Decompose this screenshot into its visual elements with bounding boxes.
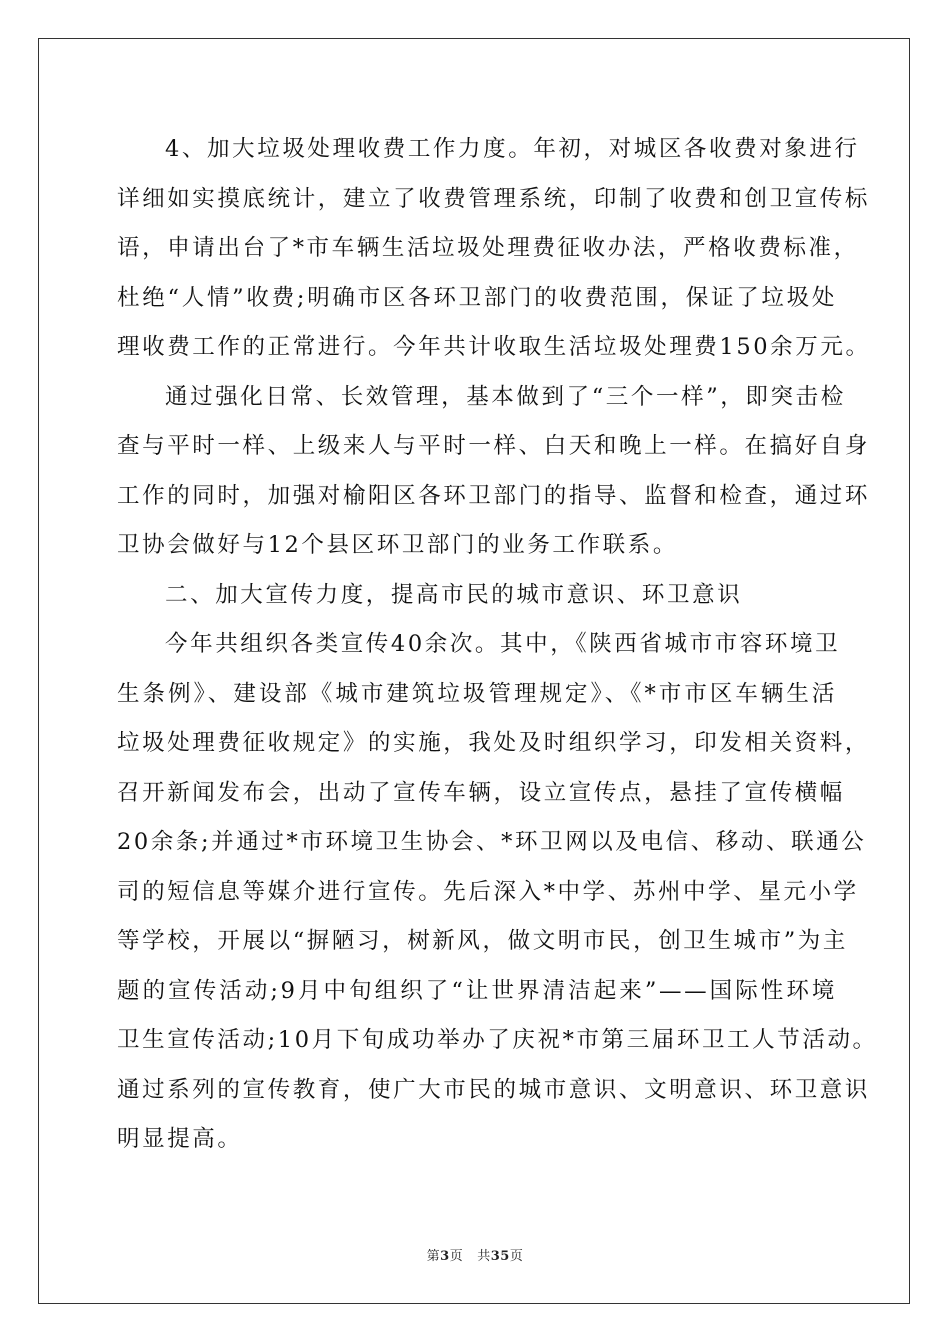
text-line: 生条例》、建设部《城市建筑垃圾管理规定》、《*市市区车辆生活 (117, 680, 837, 707)
text-line: 等学校，开展以“摒陋习，树新风，做文明市民，创卫生城市”为主 (117, 928, 849, 954)
paragraph-daily-management (117, 377, 871, 575)
text-line: 通过强化日常、长效管理，基本做到了“三个一样”，即突击检 (165, 383, 846, 410)
text-line: 20余条;并通过*市环境卫生协会、*环卫网以及电信、移动、联通公 (117, 829, 867, 855)
text-line: 4、加大垃圾处理收费工作力度。年初，对城区各收费对象进行 (165, 136, 860, 162)
text-line: 司的短信息等媒介进行宣传。先后深入*中学、苏州中学、星元小学 (117, 878, 859, 905)
document-body (117, 129, 878, 1169)
page-footer (0, 1245, 950, 1264)
total-page-number: 35 (490, 1249, 510, 1264)
text-line: 理收费工作的正常进行。今年共计收取生活垃圾处理费150余万元。 (117, 334, 871, 360)
paragraph-fee-collection (117, 129, 871, 377)
total-prefix: 共 (477, 1249, 491, 1264)
paragraph-publicity (117, 624, 878, 1169)
page-prefix: 第 (426, 1249, 441, 1264)
section-heading (117, 575, 837, 625)
text-line: 卫生宣传活动;10月下旬成功举办了庆祝*市第三届环卫工人节活动。 (117, 1027, 878, 1053)
text-line: 工作的同时，加强对榆阳区各环卫部门的指导、监督和检查，通过环 (117, 482, 871, 509)
text-line: 卫协会做好与12个县区环卫部门的业务工作联系。 (117, 532, 678, 558)
text-line: 详细如实摸底统计，建立了收费管理系统，印制了收费和创卫宣传标 (117, 185, 871, 212)
page-suffix: 页 (449, 1249, 464, 1264)
text-line: 查与平时一样、上级来人与平时一样、白天和晚上一样。在搞好自身 (117, 433, 871, 459)
total-suffix: 页 (509, 1249, 524, 1264)
current-page-number: 3 (440, 1249, 450, 1264)
text-line: 明显提高。 (117, 1126, 243, 1152)
text-line: 召开新闻发布会，出动了宣传车辆，设立宣传点，悬挂了宣传横幅 (117, 779, 845, 806)
text-line: 题的宣传活动;9月中旬组织了“让世界清洁起来”——国际性环境 (117, 977, 837, 1004)
text-line: 今年共组织各类宣传40余次。其中，《陕西省城市市容环境卫 (165, 631, 841, 657)
text-line: 垃圾处理费征收规定》的实施，我处及时组织学习，印发相关资料， (117, 730, 871, 756)
text-line: 通过系列的宣传教育，使广大市民的城市意识、文明意识、环卫意识 (117, 1076, 871, 1103)
text-line: 二、加大宣传力度，提高市民的城市意识、环卫意识 (165, 581, 743, 608)
text-line: 语，申请出台了*市车辆生活垃圾处理费征收办法，严格收费标准， (117, 235, 859, 261)
text-line: 杜绝“人情”收费;明确市区各环卫部门的收费范围，保证了垃圾处 (117, 284, 837, 311)
